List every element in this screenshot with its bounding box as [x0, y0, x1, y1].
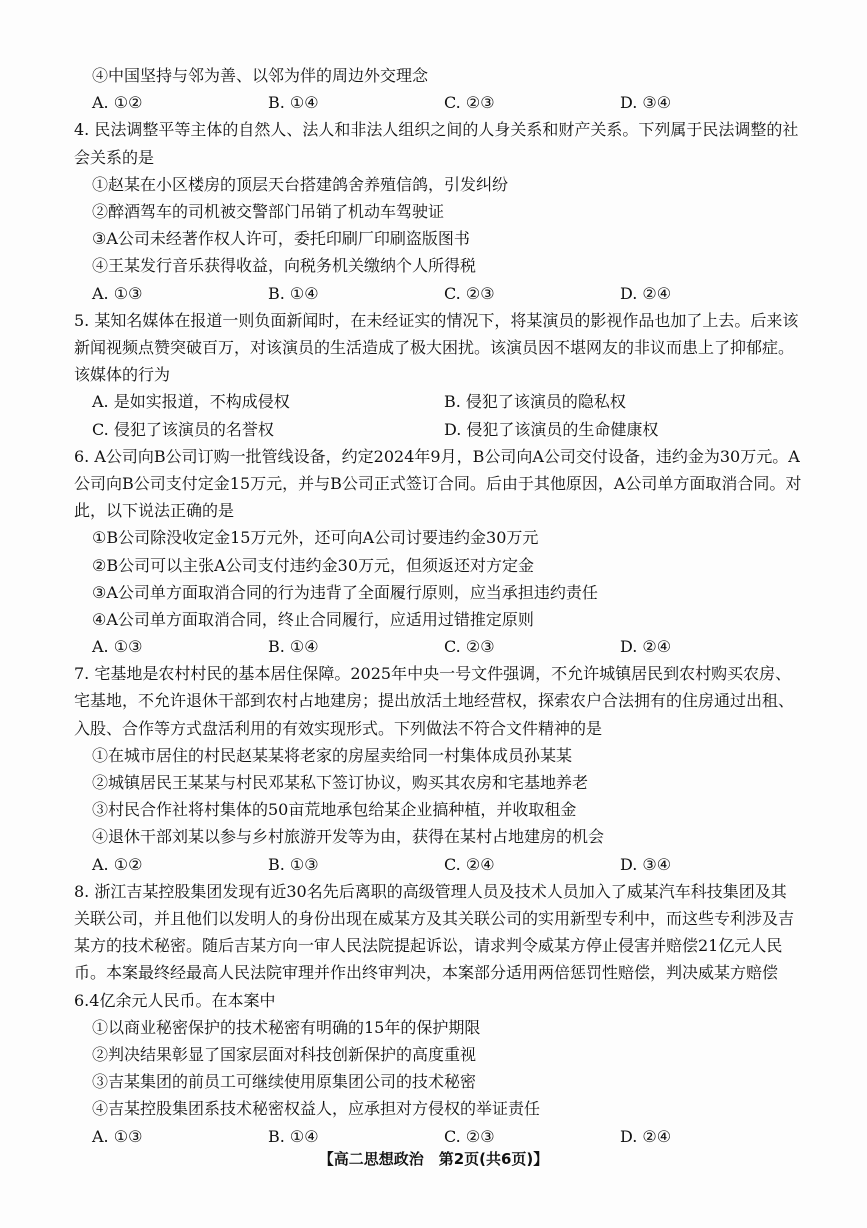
q8-option-c[interactable]: C. ②③ [444, 1126, 495, 1146]
page-footer: 【高二思想政治 第2页(共6页)】 [318, 1150, 549, 1168]
q4-item-1: ①赵某在小区楼房的顶层天台搭建鸽舍养殖信鸽，引发纠纷 [92, 174, 509, 194]
q6-option-a[interactable]: A. ①③ [92, 637, 143, 657]
top-option-c[interactable]: C. ②③ [444, 93, 495, 113]
q4-item-4: ④王某发行音乐获得收益，向税务机关缴纳个人所得税 [92, 256, 477, 276]
q7-option-b[interactable]: B. ①③ [268, 854, 319, 874]
q5-option-b[interactable]: B. 侵犯了该演员的隐私权 [444, 392, 626, 412]
q7-option-a[interactable]: A. ①② [92, 854, 143, 874]
q4-option-a[interactable]: A. ①③ [92, 283, 143, 303]
q6-stem: 6. A公司向B公司订购一批管线设备，约定2024年9月，B公司向A公司交付设备，违约金为30万元。A公司向B公司支付定金15万元，并与B公司正式签订合同。后由于其他原因，A公司单方面取消合同。对此，以下说法正确的是 [74, 446, 802, 521]
q6-option-c[interactable]: C. ②③ [444, 637, 495, 657]
q4-option-c[interactable]: C. ②③ [444, 283, 495, 303]
q5-option-c[interactable]: C. 侵犯了该演员的名誉权 [92, 419, 274, 439]
q4-option-b[interactable]: B. ①④ [268, 283, 319, 303]
q8-stem: 8. 浙江吉某控股集团发现有近30名先后离职的高级管理人员及技术人员加入了威某汽车科技集团及其关联公司，并且他们以发明人的身份出现在威某方及其关联公司的实用新型专利中，而这些专利涉及吉某方的技术秘密。随后吉某方向一审人民法院提起诉讼，请求判令威某方停止侵害并赔偿21亿元人民币。本案最终经最高人民法院审理并作出终审判决，本案部分适用两倍惩罚性赔偿，判决威某方赔偿6.4亿余元人民币。在本案中 [74, 881, 795, 1010]
q5-option-d[interactable]: D. 侵犯了该演员的生命健康权 [444, 419, 659, 439]
q8-item-4: ④吉某控股集团系技术秘密权益人，应承担对方侵权的举证责任 [92, 1099, 541, 1119]
q4-options [74, 280, 802, 307]
q6-option-d[interactable]: D. ②④ [620, 637, 672, 657]
q8-options [74, 1123, 802, 1150]
q8-option-d[interactable]: D. ②④ [620, 1126, 672, 1146]
q7-item-3: ③村民合作社将村集体的50亩荒地承包给某企业搞种植，并收取租金 [92, 800, 577, 820]
q7-item-1: ①在城市居住的村民赵某某将老家的房屋卖给同一村集体成员孙某某 [92, 745, 573, 765]
q5-option-a[interactable]: A. 是如实报道，不构成侵权 [92, 392, 290, 412]
q6-options [74, 633, 802, 660]
q7-item-4: ④退休干部刘某以参与乡村旅游开发等为由，获得在某村占地建房的机会 [92, 827, 605, 847]
q4-stem: 4. 民法调整平等主体的自然人、法人和非法人组织之间的人身关系和财产关系。下列属于民法调整的社会关系的是 [74, 120, 799, 167]
q6-item-4: ④A公司单方面取消合同，终止合同履行，应适用过错推定原则 [92, 609, 534, 629]
q5-options-row-1 [74, 388, 802, 415]
page-content [74, 62, 802, 1150]
q4-option-d[interactable]: D. ②④ [620, 283, 672, 303]
q6-item-2: ②B公司可以主张A公司支付违约金30万元，但须返还对方定金 [92, 555, 535, 575]
q8-option-a[interactable]: A. ①③ [92, 1126, 143, 1146]
q8-option-b[interactable]: B. ①④ [268, 1126, 319, 1146]
q7-option-d[interactable]: D. ③④ [620, 854, 672, 874]
q7-options [74, 851, 802, 878]
q5-options-row-2 [74, 416, 802, 443]
q4-item-3: ③A公司未经著作权人许可，委托印刷厂印刷盗版图书 [92, 229, 470, 249]
q7-stem: 7. 宅基地是农村村民的基本居住保障。2025年中央一号文件强调，不允许城镇居民到农村购买农房、宅基地，不允许退休干部到农村占地建房；提出放活土地经营权，探索农户合法拥有的住房通过出租、入股、合作等方式盘活利用的有效实现形式。下列做法不符合文件精神的是 [74, 664, 795, 738]
top-option-d[interactable]: D. ③④ [620, 93, 672, 113]
top-option-a[interactable]: A. ①② [92, 93, 143, 113]
q5-stem: 5. 某知名媒体在报道一则负面新闻时，在未经证实的情况下，将某演员的影视作品也加了上去。后来该新闻视频点赞突破百万，对该演员的生活造成了极大困扰。该演员因不堪网友的非议而患上了抑郁症。该媒体的行为 [74, 310, 799, 385]
q6-item-1: ①B公司除没收定金15万元外，还可向A公司讨要违约金30万元 [92, 528, 539, 548]
q8-item-1: ①以商业秘密保护的技术秘密有明确的15年的保护期限 [92, 1017, 481, 1037]
q6-item-3: ③A公司单方面取消合同的行为违背了全面履行原则，应当承担违约责任 [92, 582, 598, 602]
top-item: ④中国坚持与邻为善、以邻为伴的周边外交理念 [92, 66, 429, 85]
top-options [74, 89, 802, 116]
q8-item-3: ③吉某集团的前员工可继续使用原集团公司的技术秘密 [92, 1072, 477, 1092]
q7-item-2: ②城镇居民王某某与村民邓某私下签订协议，购买其农房和宅基地养老 [92, 773, 589, 793]
q7-option-c[interactable]: C. ②④ [444, 854, 495, 874]
top-option-b[interactable]: B. ①④ [268, 93, 319, 113]
q6-option-b[interactable]: B. ①④ [268, 637, 319, 657]
q8-item-2: ②判决结果彰显了国家层面对科技创新保护的高度重视 [92, 1045, 477, 1064]
q4-item-2: ②醉酒驾车的司机被交警部门吊销了机动车驾驶证 [92, 201, 445, 221]
